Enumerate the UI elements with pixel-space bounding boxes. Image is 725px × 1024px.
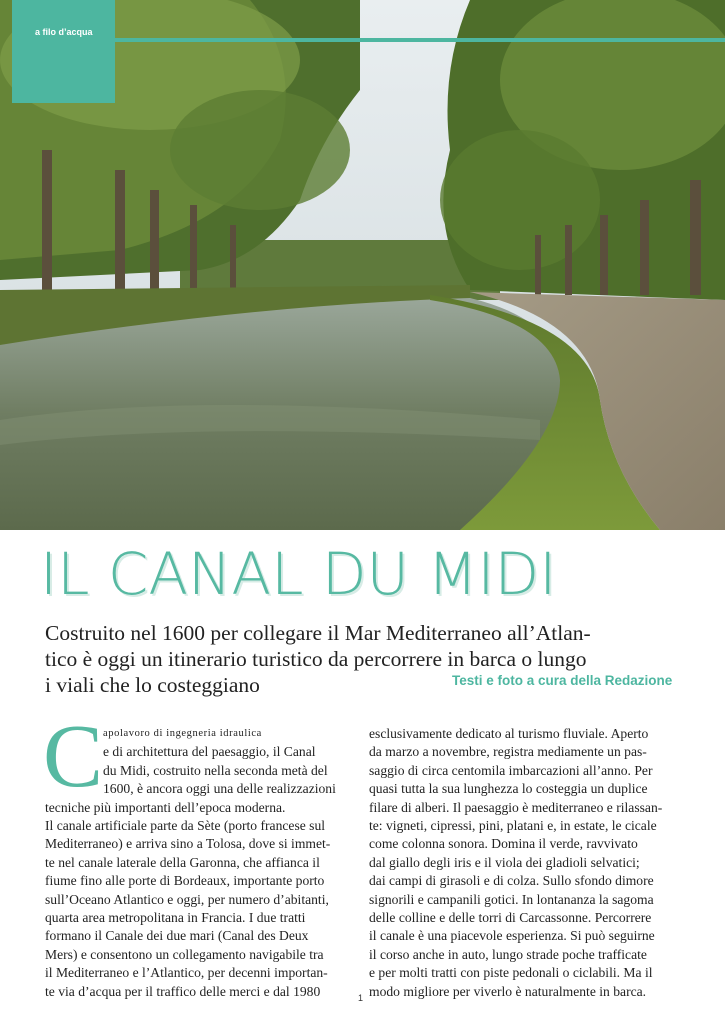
body-line: quarta area metropolitana in Francia. I due tratti [45, 910, 306, 926]
body-line: dal giallo degli iris e il viola dei gladioli selvatici; [369, 854, 640, 870]
article-title: IL CANAL DU MIDI [40, 540, 557, 608]
body-line: fiume fino alle porte di Bordeaux, importante porto [45, 873, 325, 889]
body-line: 1600, è ancora oggi una delle realizzazioni [103, 781, 336, 797]
body-line: Mers) e consentono un collegamento navigabile tra [45, 946, 324, 962]
body-line: te: vigneti, cipressi, pini, platani e, in estate, le cicale [369, 818, 657, 834]
body-line: du Midi, costruito nella seconda metà del [103, 762, 328, 778]
body-line: sull’Oceano Atlantico e oggi, per numero d’abitanti, [45, 891, 329, 907]
body-line: saggio di circa centomila imbarcazioni all’anno. Per [369, 762, 653, 778]
section-tab [12, 0, 115, 103]
subtitle-line: Costruito nel 1600 per collegare il Mar Mediterraneo all’Atlan- [45, 621, 591, 645]
body-line: te nel canale laterale della Garonna, che affianca il [45, 854, 320, 870]
page-number: 1 [358, 993, 364, 1003]
body-line: il canale è una piacevole esperienza. Si può seguirne [369, 928, 655, 944]
body-line: il Mediterraneo e l’Atlantico, per decenni importan- [45, 965, 328, 981]
body-line: e di architettura del paesaggio, il Canal [103, 744, 316, 760]
section-label: a filo d’acqua [35, 27, 93, 37]
body-line: modo migliore per viverlo è naturalmente in barca. [369, 983, 647, 999]
body-line: tecniche più importanti dell’epoca moderna. [45, 799, 286, 815]
subtitle-line: tico è oggi un itinerario turistico da percorrere in barca o lungo [45, 647, 587, 671]
drop-cap: C [43, 707, 104, 806]
body-line: il corso anche in auto, lungo strade poche trafficate [369, 946, 647, 962]
body-line: formano il Canale dei due mari (Canal des Deux [45, 928, 309, 944]
body-line: signorili e campanili gotici. In lontananza la sagoma [369, 891, 654, 907]
top-rule [115, 38, 725, 42]
body-line: dai campi di girasoli e di colza. Sullo sfondo dimore [369, 873, 654, 889]
body-line: come colonna sonora. Domina il verde, ravvivato [369, 836, 638, 852]
body-line: quasi tutta la sua lunghezza lo costeggia un duplice [369, 781, 648, 797]
body-line: filare di alberi. Il paesaggio è mediterraneo e rilassan- [369, 799, 663, 815]
body-column-right [369, 725, 681, 1001]
body-line: esclusivamente dedicato al turismo fluviale. Aperto [369, 726, 649, 741]
body-column-left [45, 725, 355, 1001]
article-credit: Testi e foto a cura della Redazione [452, 673, 673, 688]
body-line: da marzo a novembre, registra mediamente un pas- [369, 744, 647, 760]
body-line: delle colline e delle torri di Carcassonne. Percorrere [369, 910, 652, 926]
body-line: te via d’acqua per il traffico delle merci e dal 1980 [45, 983, 321, 999]
lead-smallcaps: apolavoro di ingegneria idraulica [103, 728, 262, 739]
subtitle-line: i viali che lo costeggiano [45, 673, 260, 697]
body-line: Il canale artificiale parte da Sète (porto francese sul [45, 818, 326, 834]
body-line: e per molti tratti con piste pedonali o ciclabili. Ma il [369, 965, 653, 981]
body-line: Mediterraneo) e arriva sino a Tolosa, dove si immet- [45, 836, 331, 852]
